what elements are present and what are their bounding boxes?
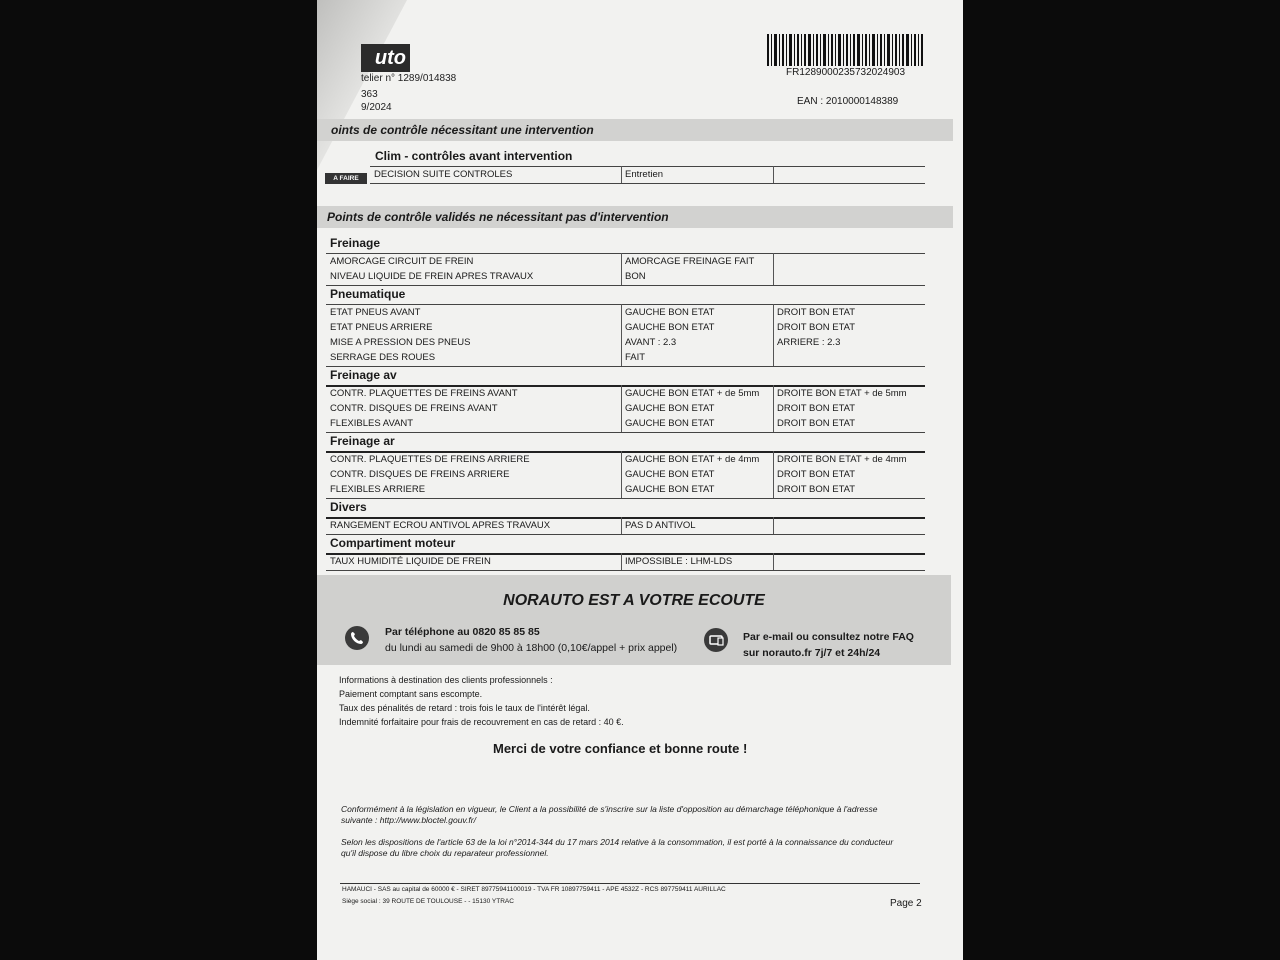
phone-line-2: du lundi au samedi de 9h00 à 18h00 (0,10€/appel + prix appel) — [385, 642, 678, 654]
validated-section-title: Points de contrôle validés ne nécessitant pas d'intervention — [317, 206, 953, 228]
phone-line-1: Par téléphone au 0820 85 85 85 — [385, 626, 540, 638]
row-value-2: DROITE BON ETAT + de 5mm — [777, 388, 907, 399]
row-value-2: DROIT BON ETAT — [777, 418, 856, 429]
atelier-number: telier n° 1289/014838 — [361, 73, 457, 84]
row-value-1: BON — [625, 271, 646, 282]
row-label: TAUX HUMIDITÉ LIQUIDE DE FREIN — [330, 556, 491, 567]
group-title: Freinage ar — [330, 434, 395, 448]
row-value-2: DROIT BON ETAT — [777, 322, 856, 333]
header-date: 9/2024 — [361, 102, 392, 113]
phone-contact — [385, 624, 677, 656]
row-label: CONTR. PLAQUETTES DE FREINS AVANT — [330, 388, 518, 399]
group-title: Freinage — [330, 236, 381, 250]
a-faire-badge: A FAIRE — [325, 173, 367, 184]
ean-code: EAN : 2010000148389 — [797, 96, 899, 107]
phone-icon — [345, 626, 369, 650]
web-line-2: sur norauto.fr 7j/7 et 24h/24 — [743, 647, 881, 659]
row-value-2: DROIT BON ETAT — [777, 403, 856, 414]
company-info: HAMAUCI - SAS au capital de 60000 € - SIRET 89775941100019 - TVA FR 10897759411 - APE 4532Z - RCS 897759411 AURILLAC — [342, 886, 726, 893]
row-value-2: DROIT BON ETAT — [777, 307, 856, 318]
info-line: Indemnité forfaitaire pour frais de recouvrement en cas de retard : 40 €. — [339, 717, 624, 727]
web-line-1: Par e-mail ou consultez notre FAQ — [743, 631, 914, 643]
table-row — [326, 386, 925, 401]
clim-group-title: Clim - contrôles avant intervention — [375, 149, 573, 163]
row-value-1: GAUCHE BON ETAT — [625, 403, 715, 414]
row-value-1: GAUCHE BON ETAT — [625, 484, 715, 495]
row-value-1: IMPOSSIBLE : LHM-LDS — [625, 556, 733, 567]
row-value-1: AMORCAGE FREINAGE FAIT — [625, 256, 755, 267]
table-row — [326, 554, 925, 569]
row-value-1: GAUCHE BON ETAT + de 4mm — [625, 454, 760, 465]
header-ref: 363 — [361, 89, 378, 100]
row-label: FLEXIBLES ARRIERE — [330, 484, 426, 495]
table-row — [326, 401, 925, 416]
row-label: SERRAGE DES ROUES — [330, 352, 436, 363]
row-value-2: DROIT BON ETAT — [777, 484, 856, 495]
row-value-2: DROITE BON ETAT + de 4mm — [777, 454, 907, 465]
row-value-1: PAS D ANTIVOL — [625, 520, 696, 531]
table-row — [326, 335, 925, 350]
row-label: ETAT PNEUS AVANT — [330, 307, 421, 318]
row-label: DECISION SUITE CONTROLES — [374, 169, 513, 180]
head-office: Siège social : 39 ROUTE DE TOULOUSE - - 15130 YTRAC — [342, 898, 514, 905]
row-label: NIVEAU LIQUIDE DE FREIN APRES TRAVAUX — [330, 271, 534, 282]
row-label: AMORCAGE CIRCUIT DE FREIN — [330, 256, 474, 267]
table-row — [326, 416, 925, 431]
row-label: CONTR. DISQUES DE FREINS ARRIERE — [330, 469, 510, 480]
row-value-2: DROIT BON ETAT — [777, 469, 856, 480]
thanks-message: Merci de votre confiance et bonne route ! — [493, 741, 748, 756]
table-row — [326, 467, 925, 482]
table-row — [326, 320, 925, 335]
info-line: Paiement comptant sans escompte. — [339, 689, 483, 699]
norauto-logo: uto — [361, 44, 410, 72]
page-number: Page 2 — [890, 898, 922, 909]
info-line: Taux des pénalités de retard : trois fois le taux de l'intérêt légal. — [339, 703, 590, 713]
row-label: FLEXIBLES AVANT — [330, 418, 414, 429]
row-value-1: GAUCHE BON ETAT — [625, 322, 715, 333]
row-value-1: GAUCHE BON ETAT — [625, 307, 715, 318]
row-value-1: Entretien — [625, 169, 664, 180]
table-row — [326, 269, 925, 284]
row-label: MISE A PRESSION DES PNEUS — [330, 337, 471, 348]
barcode — [767, 34, 923, 66]
table-row — [326, 350, 925, 365]
legal-text-2: Selon les dispositions de l'article 63 de la loi n°2014-344 du 17 mars 2014 relative à la consommation, il est porté à la connaissance du conducteur qu'il dispose du libre choix du reparateur professionnel. — [341, 837, 894, 858]
row-value-1: AVANT : 2.3 — [625, 337, 677, 348]
web-contact — [743, 629, 914, 661]
row-value-1: GAUCHE BON ETAT — [625, 469, 715, 480]
table-row — [326, 452, 925, 467]
group-title: Pneumatique — [330, 287, 406, 301]
table-row — [326, 305, 925, 320]
table-row — [326, 518, 925, 533]
row-label: CONTR. DISQUES DE FREINS AVANT — [330, 403, 498, 414]
row-value-1: GAUCHE BON ETAT — [625, 418, 715, 429]
group-title: Compartiment moteur — [330, 536, 456, 550]
barcode-number: FR1289000235732024903 — [786, 67, 905, 78]
group-title: Divers — [330, 500, 367, 514]
row-value-2: ARRIERE : 2.3 — [777, 337, 841, 348]
contact-band — [317, 575, 951, 665]
device-icon — [704, 628, 728, 652]
row-label: ETAT PNEUS ARRIERE — [330, 322, 433, 333]
group-title: Freinage av — [330, 368, 397, 382]
table-row — [370, 167, 925, 182]
info-line: Informations à destination des clients professionnels : — [339, 675, 553, 685]
table-row — [326, 254, 925, 269]
contact-title: NORAUTO EST A VOTRE ECOUTE — [503, 592, 765, 609]
row-label: CONTR. PLAQUETTES DE FREINS ARRIERE — [330, 454, 530, 465]
row-value-1: FAIT — [625, 352, 646, 363]
legal-text-1: Conformément à la législation en vigueur, le Client a la possibilité de s'inscrire sur la liste d'opposition au démarchage téléphonique à l'adresse suivante : http://www.bloctel.gouv.fr/ — [341, 804, 878, 825]
row-value-1: GAUCHE BON ETAT + de 5mm — [625, 388, 760, 399]
table-row — [326, 482, 925, 497]
intervention-section-title: oints de contrôle nécessitant une intervention — [317, 119, 953, 141]
row-label: RANGEMENT ECROU ANTIVOL APRES TRAVAUX — [330, 520, 551, 531]
